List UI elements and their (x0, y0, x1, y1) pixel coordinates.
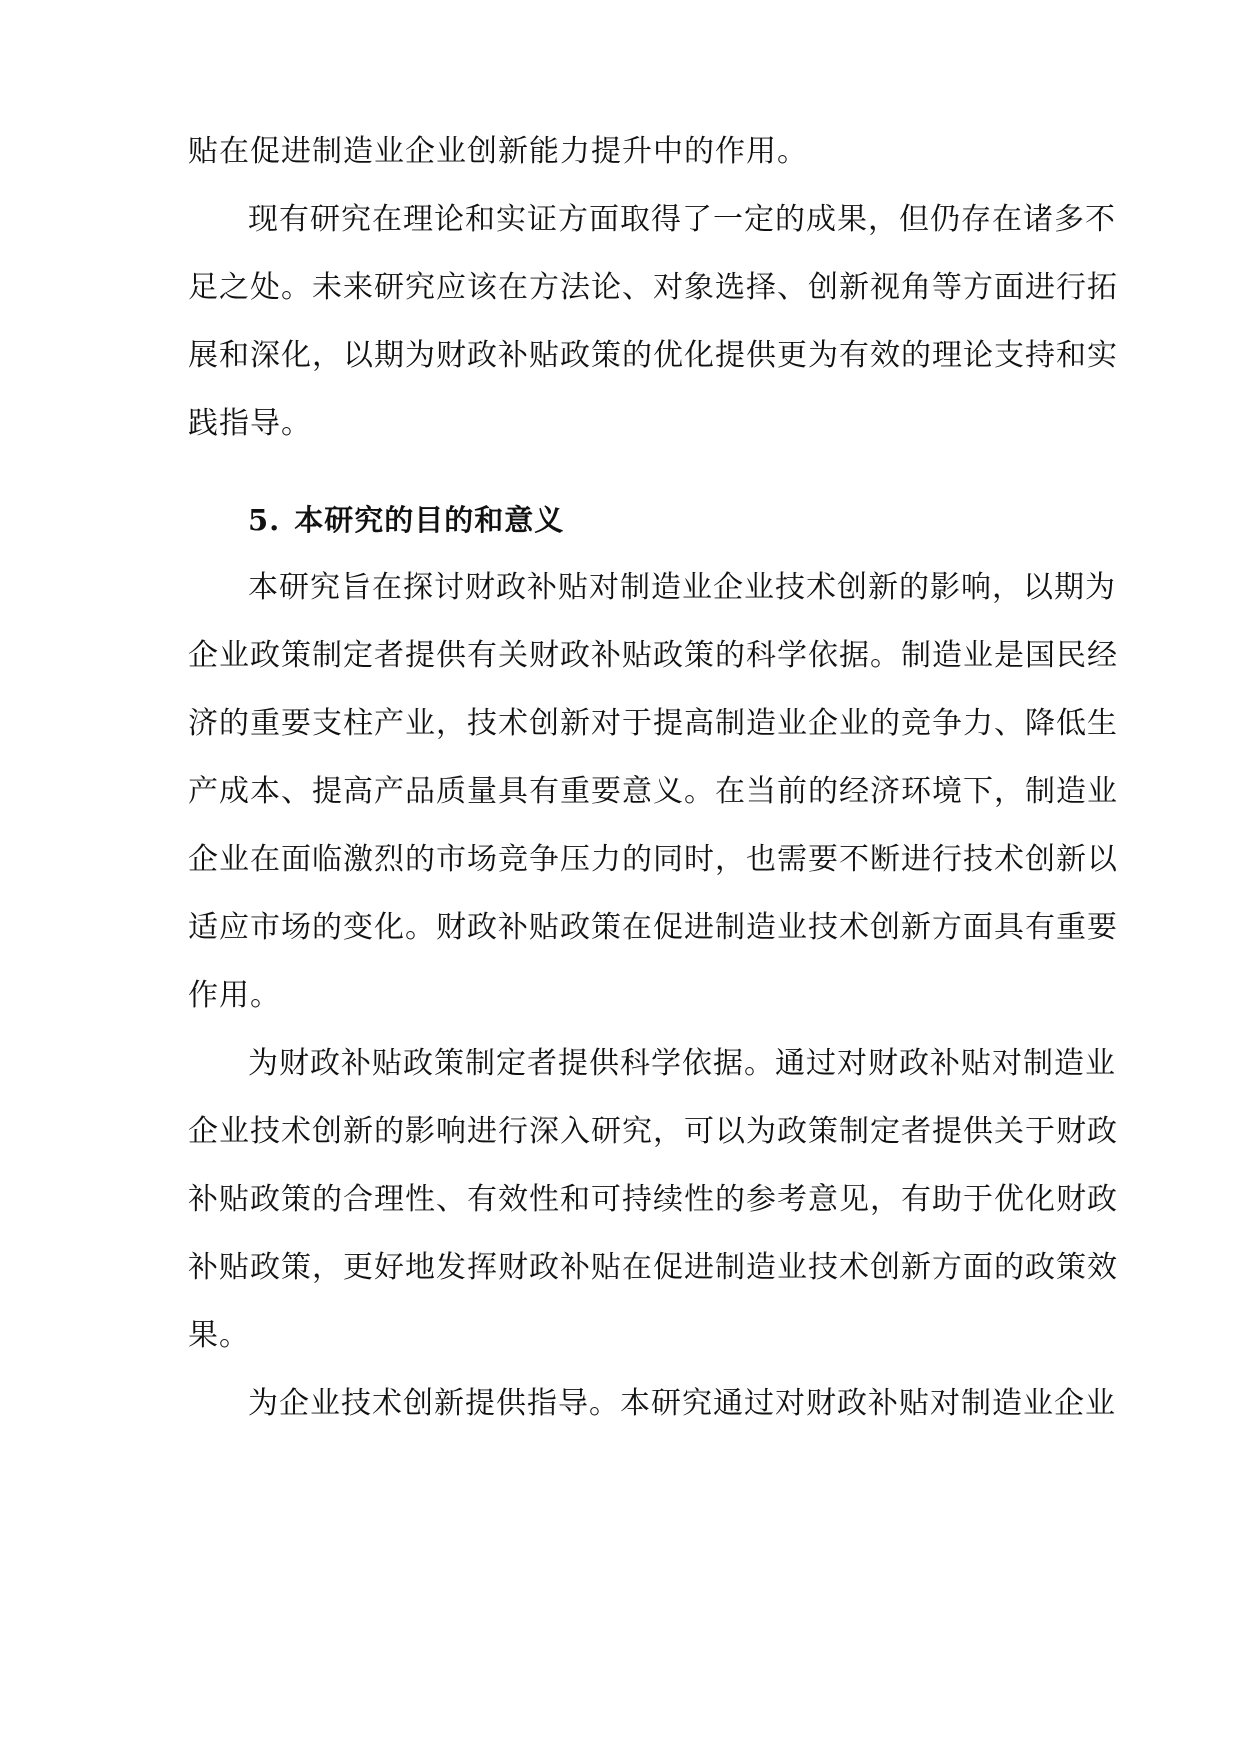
paragraph-5-line-1: 为企业技术创新提供指导。本研究通过对财政补贴对制造业企业 (248, 1386, 1116, 1421)
paragraph-1-line-1: 贴在促进制造业企业创新能力提升中的作用。 (188, 134, 808, 169)
paragraph-3-line-3: 济的重要支柱产业，技术创新对于提高制造业企业的竞争力、降低生 (188, 706, 1118, 741)
paragraph-4-line-2: 企业技术创新的影响进行深入研究，可以为政策制定者提供关于财政 (188, 1114, 1118, 1149)
paragraph-3-line-1: 本研究旨在探讨财政补贴对制造业企业技术创新的影响，以期为 (248, 570, 1116, 605)
section-title: 本研究的目的和意义 (294, 503, 565, 537)
paragraph-2-line-3: 展和深化，以期为财政补贴政策的优化提供更为有效的理论支持和实 (188, 338, 1118, 373)
paragraph-3-line-2: 企业政策制定者提供有关财政补贴政策的科学依据。制造业是国民经 (188, 638, 1118, 673)
paragraph-2-line-4: 践指导。 (188, 406, 312, 441)
paragraph-4-line-1: 为财政补贴政策制定者提供科学依据。通过对财政补贴对制造业 (248, 1046, 1116, 1081)
section-number: 5. (248, 503, 281, 537)
section-heading (248, 500, 564, 540)
paragraph-3-line-4: 产成本、提高产品质量具有重要意义。在当前的经济环境下，制造业 (188, 774, 1118, 809)
paragraph-4-line-3: 补贴政策的合理性、有效性和可持续性的参考意见，有助于优化财政 (188, 1182, 1118, 1217)
paragraph-3-line-7: 作用。 (188, 978, 281, 1013)
paragraph-3-line-6: 适应市场的变化。财政补贴政策在促进制造业技术创新方面具有重要 (188, 910, 1118, 945)
paragraph-2-line-2: 足之处。未来研究应该在方法论、对象选择、创新视角等方面进行拓 (188, 270, 1118, 305)
paragraph-3-line-5: 企业在面临激烈的市场竞争压力的同时，也需要不断进行技术创新以 (188, 842, 1118, 877)
paragraph-2-line-1: 现有研究在理论和实证方面取得了一定的成果，但仍存在诸多不 (248, 202, 1116, 237)
paragraph-4-line-5: 果。 (188, 1318, 250, 1353)
paragraph-4-line-4: 补贴政策，更好地发挥财政补贴在促进制造业技术创新方面的政策效 (188, 1250, 1118, 1285)
